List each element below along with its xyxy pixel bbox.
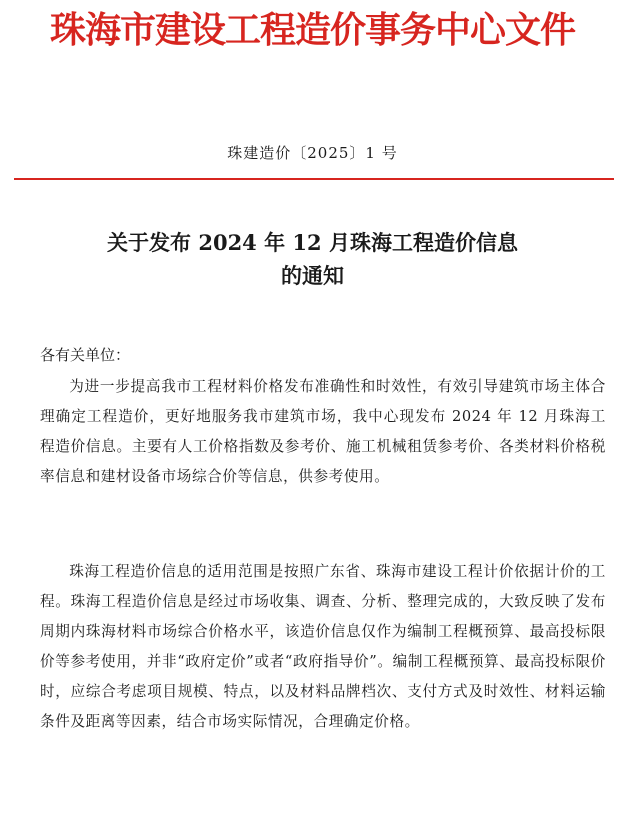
red-divider-line	[14, 178, 614, 180]
document-number: 珠建造价〔2025〕1 号	[227, 144, 398, 162]
body-paragraph-2: 珠海工程造价信息的适用范围是按照广东省、珠海市建设工程计价依据计价的工程。珠海工程造价信息是经过市场收集、调查、分析、整理完成的，大致反映了发布周期内珠海材料市场综合价格水平，该造价信息仅作为编制工程概预算、最高投标限价等参考使用，并非“政府定价”或者“政府指导价”。编制工程概预算、最高投标限价时，应综合考虑项目规模、特点，以及材料品牌档次、支付方式及时效性、材料运输条件及距离等因素，结合市场实际情况，合理确定价格。	[40, 563, 606, 730]
notice-title	[0, 226, 625, 292]
notice-title-line-1: 关于发布 2024 年 12 月珠海工程造价信息	[107, 230, 518, 255]
notice-title-line-2: 的通知	[281, 263, 344, 288]
body-paragraph-1: 为进一步提高我市工程材料价格发布准确性和时效性，有效引导建筑市场主体合理确定工程造价，更好地服务我市建筑市场，我中心现发布 2024 年 12 月珠海工程造价信息。主要有人工价格指数及参考价、施工机械租赁参考价、各类材料价格税率信息和建材设备市场综合价等信息，供参考使用。	[40, 378, 606, 485]
agency-masthead: 珠海市建设工程造价事务中心文件	[49, 9, 575, 51]
salutation: 各有关单位：	[40, 346, 131, 364]
